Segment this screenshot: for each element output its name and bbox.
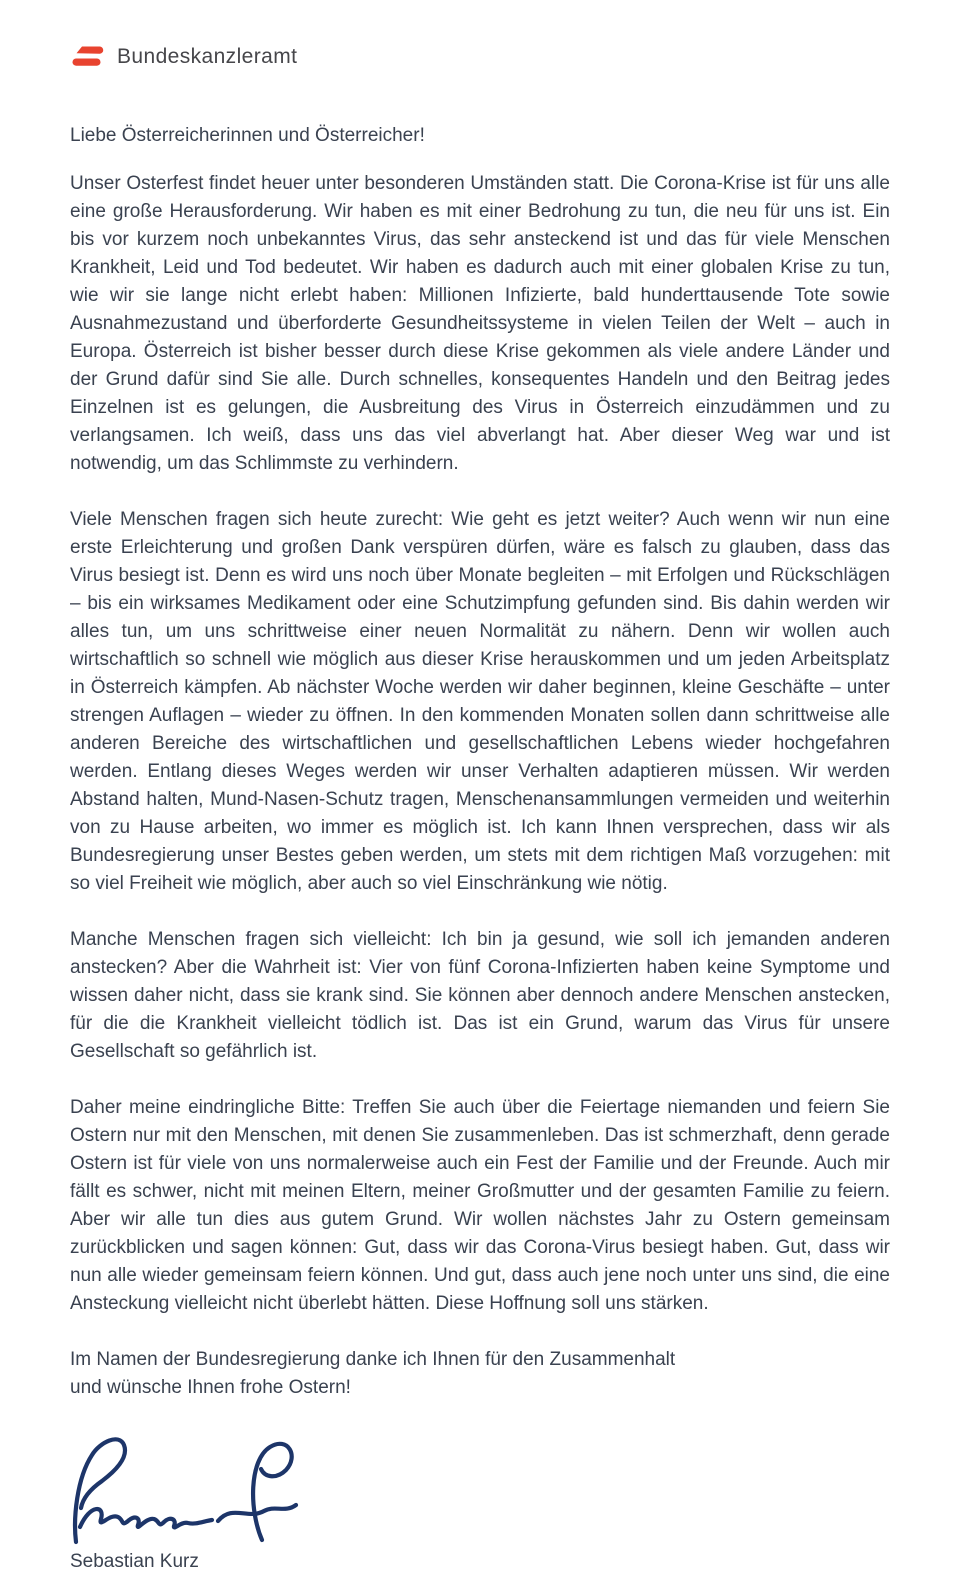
logo-text: Bundeskanzleramt xyxy=(117,45,298,68)
signature-name: Sebastian Kurz xyxy=(70,1551,199,1572)
closing-line-2: und wünsche Ihnen frohe Ostern! xyxy=(70,1377,351,1398)
closing-block xyxy=(70,1346,890,1402)
closing-line-1: Im Namen der Bundesregierung danke ich Ihnen für den Zusammenhalt xyxy=(70,1349,676,1370)
signature-image xyxy=(66,1428,306,1546)
letter-body xyxy=(70,122,890,1576)
greeting: Liebe Österreicherinnen und Österreicher! xyxy=(70,125,425,146)
header xyxy=(70,42,890,72)
paragraph-2: Viele Menschen fragen sich heute zurecht: Wie geht es jetzt weiter? Auch wenn wir nun eine erste Erleichterung und großen Dank verspüren dürfen, wäre es falsch zu glauben, dass das Virus besiegt ist. Denn es wird uns noch über Monate begleiten – mit Erfolgen und Rückschlägen – bis ein wirksames Medikament oder eine Schutzimpfung gefunden sind. Bis dahin werden wir alles tun, um uns schrittweise einer neuen Normalität zu nähern. Denn wir wollen auch wirtschaftlich so schnell wie möglich aus dieser Krise herauskommen und um jeden Arbeitsplatz in Österreich kämpfen. Ab nächster Woche werden wir daher beginnen, kleine Geschäfte – unter strengen Auflagen – wieder zu öffnen. In den kommenden Monaten sollen dann schrittweise alle anderen Bereiche des wirtschaftlichen und gesellschaftlichen Lebens wieder hochgefahren werden. Entlang dieses Weges werden wir unser Verhalten adaptieren müssen. Wir werden Abstand halten, Mund-Nasen-Schutz tragen, Menschenansammlungen vermeiden und weiterhin von zu Hause arbeiten, wo immer es möglich ist. Ich kann Ihnen versprechen, dass wir als Bundesregierung unser Bestes geben werden, um stets mit dem richtigen Maß vorzugehen: mit so viel Freiheit wie möglich, aber auch so viel Einschränkung wie nötig. xyxy=(70,509,890,894)
paragraph-4: Daher meine eindringliche Bitte: Treffen Sie auch über die Feiertage niemanden und feiern Sie Ostern nur mit den Menschen, mit denen Sie zusammenleben. Das ist schmerzhaft, denn gerade Ostern ist für viele von uns normalerweise auch ein Fest der Familie und der Freunde. Auch mir fällt es schwer, nicht mit meinen Eltern, meiner Großmutter und der gesamten Familie zu feiern. Aber wir alle tun dies aus gutem Grund. Wir wollen nächstes Jahr zu Ostern gemeinsam zurückblicken und sagen können: Gut, dass wir das Corona-Virus besiegt haben. Gut, dass wir nun alle wieder gemeinsam feiern können. Und gut, dass auch jene noch unter uns sind, die eine Ansteckung vielleicht nicht überlebt hätten. Diese Hoffnung soll uns stärken. xyxy=(70,1097,890,1314)
paragraph-1: Unser Osterfest findet heuer unter besonderen Umständen statt. Die Corona-Krise ist für uns alle eine große Herausforderung. Wir haben es mit einer Bedrohung zu tun, die neu für uns ist. Ein bis vor kurzem noch unbekanntes Virus, das sehr ansteckend ist und das für viele Menschen Krankheit, Leid und Tod bedeutet. Wir haben es dadurch auch mit einer globalen Krise zu tun, wie wir sie lange nicht erlebt haben: Millionen Infizierte, bald hunderttausende Tote sowie Ausnahmezustand und überforderte Gesundheitssysteme in vielen Teilen der Welt – auch in Europa. Österreich ist bisher besser durch diese Krise gekommen als viele andere Länder und der Grund dafür sind Sie alle. Durch schnelles, konsequentes Handeln und den Beitrag jedes Einzelnen ist es gelungen, die Ausbreitung des Virus in Österreich einzudämmen und zu verlangsamen. Ich weiß, dass uns das viel abverlangt hat. Aber dieser Weg war und ist notwendig, um das Schlimmste zu verhindern. xyxy=(70,173,890,474)
paragraph-3: Manche Menschen fragen sich vielleicht: Ich bin ja gesund, wie soll ich jemanden anderen anstecken? Aber die Wahrheit ist: Vier von fünf Corona-Infizierten haben keine Symptome und wissen daher nicht, dass sie krank sind. Sie können aber dennoch andere Menschen anstecken, für die die Krankheit vielleicht tödlich ist. Das ist ein Grund, warum das Virus für unsere Gesellschaft so gefährlich ist. xyxy=(70,929,890,1062)
austrian-flag-icon xyxy=(70,44,104,70)
